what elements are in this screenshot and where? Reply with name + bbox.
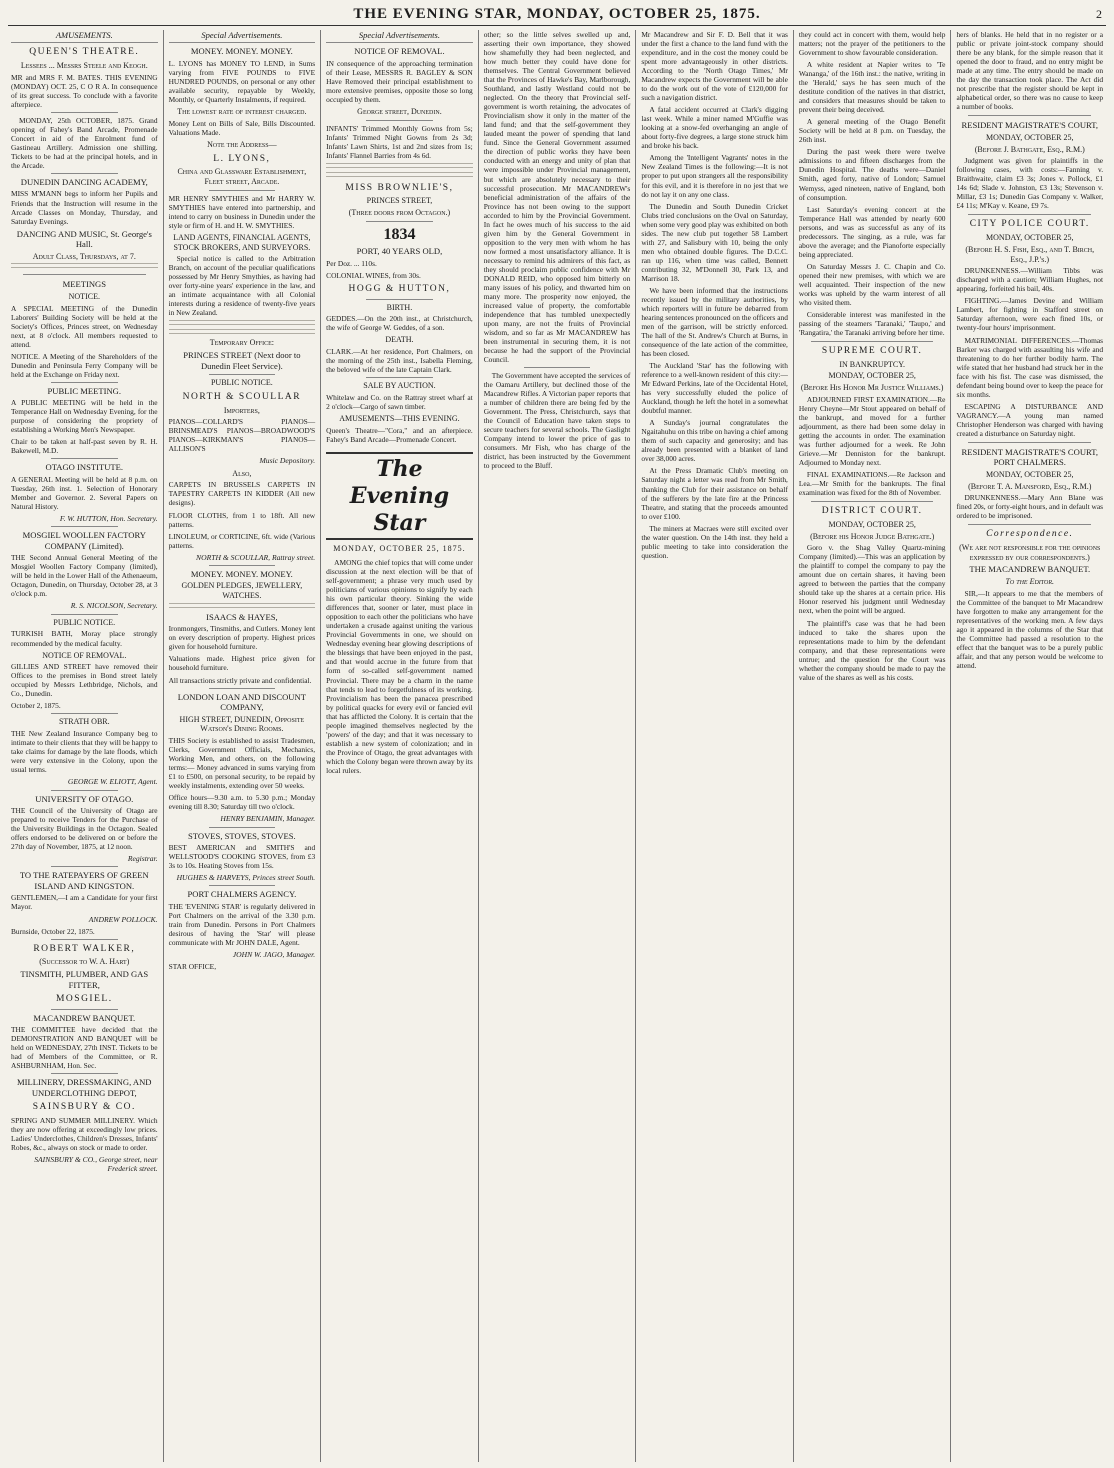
lyons-address-label: Note the Address— [207, 139, 277, 149]
amusements-title: AMUSEMENTS—THIS EVENING. [339, 414, 460, 424]
north-sub: Importers, [223, 405, 260, 415]
masthead [8, 4, 1106, 26]
correspondence-note: (We are not responsible for the opinions expressed by our correspondents.) [959, 542, 1101, 562]
column-6 [794, 30, 952, 1462]
divider [51, 614, 118, 615]
port-court-date: MONDAY, OCTOBER 25, [986, 469, 1074, 479]
city-police-text-4: ESCAPING A DISTURBANCE AND VAGRANCY.—A young man named Christopher Henderson was charged with having created a disturbance on Saturday night. [956, 401, 1104, 438]
news-item: At the Press Dramatic Club's meeting on Saturday night a letter was read from Mr Smith, thanking the Club for their assistance on behalf of the sufferers by the late fire at the Princess Theatre, and stating that the proceeds amounted to over £100. [641, 466, 788, 521]
london-sig: HENRY BENJAMIN, Manager. [220, 814, 316, 824]
divider [209, 190, 276, 191]
sainsbury-text: SPRING AND SUMMER MILLINERY. Which they are now offering at exceedingly low prices. Ladies' Underclothes, Children's Dresses, Infants' Robes, &c., always on stock or made to order. [11, 1115, 158, 1152]
ratepayers-text: GENTLEMEN,—I am a Candidate for your first Mayor. [11, 893, 158, 912]
walker-place: MOSGIEL. [55, 994, 113, 1005]
star-office: STAR OFFICE, [168, 962, 217, 972]
otago-institute-title: OTAGO INSTITUTE. [45, 462, 124, 473]
divider [51, 1009, 118, 1010]
strath-title: STRATH OBR. [58, 717, 110, 727]
notice-text: A SPECIAL MEETING of the Dunedin Laborers' Building Society will be held at the Society's Offices, Princes street, on Wednesday next, at 8 o'clock. All members requested to attend. [11, 303, 158, 349]
divider [366, 120, 433, 121]
walker-trade: TINSMITH, PLUMBER, AND GAS FITTER, [20, 969, 149, 990]
university-text: THE Council of the University of Otago are prepared to receive Tenders for the Purchase of the University Buildings in the Octagon. Sealed offers endorsed to be delivered on or before the 27th day of November, 1875, at 12 noon. [11, 806, 158, 852]
divider [51, 790, 118, 791]
port-year: 1834 [383, 225, 416, 243]
correspondence-banquet: THE MACANDREW BANQUET. [969, 564, 1091, 575]
column-heading: Special Advertisements. [169, 30, 316, 43]
supreme-court-text-2: FINAL EXAMINATIONS.—Re Jackson and Lea.—Mr Smith for the bankrupts. The final examination was fixed for the 8th of November. [798, 470, 946, 498]
stoves-title: STOVES, STOVES, STOVES. [188, 830, 296, 841]
amusements-text: Queen's Theatre—"Cora," and an afterpiece. Fahey's Band Arcade—Promenade Concert. [326, 425, 473, 444]
city-police-title: CITY POLICE COURT. [969, 219, 1090, 230]
divider [23, 274, 146, 275]
news-item: We have been informed that the instructions recently issued by the military authorities, by which reporters will in future be debarred from hearing sentences pronounced on the officers and men of the garrison, will be strictly enforced. The hall of the St. Andrew's Church at Burns, in consequence of the late action of the committee, has been closed. [641, 285, 788, 359]
mosgiel-title: MOSGIEL WOOLLEN FACTORY COMPANY (Limited). [22, 530, 146, 551]
divider [209, 374, 276, 375]
port-court-text: DRUNKENNESS.—Mary Ann Blane was fined 20s, or forty-eight hours, and in default was ordered to be imprisoned. [956, 493, 1104, 521]
faded-text [11, 263, 158, 270]
divider [51, 939, 118, 940]
lyons-money: Money Lent on Bills of Sale, Bills Discounted. Valuations Made. [168, 118, 316, 137]
public-meeting-text: A PUBLIC MEETING will be held in the Temperance Hall on Wednesday Evening, for the purpose of considering the propriety of establishing a Working Men's Newspaper. [11, 398, 158, 435]
lyons-shop: China and Glassware Establishment, Fleet street, Arcade. [177, 167, 307, 186]
faded-text [169, 329, 316, 336]
isaacs-text: Ironmongers, Tinsmiths, and Cutlers. Money lent on every description of property. Highest prices given for household furniture. [168, 624, 316, 652]
divider [51, 866, 118, 867]
leader-text: AMONG the chief topics that will come under discussion at the next election will be that of self-government; a phrase very much used by politicians of various opinions to signify by each his own particular theory. Sinking the wide differences that, sooner or later, must place in opposition to each other the politicians who have undertaken a crusade against uniting the various Provincial Governments in one, we should on Wednesday evening hear glowing descriptions of the blessings that have been enjoyed in the past, and that would accrue in the future from that form of so-called self-government named Provincial. There may be a charm in the name that tends to lead to forgetfulness of its working. Provincialism has been the panacea prescribed by political quacks for every evil or fancied evil that has afflicted the Colony. It is certain that the people imagined themselves neglected by the 'powers' of the day; and that it was necessary to establish a new system of colonization; and in the Province of Otago, the great advantages with which the Colony began were thrown away by its local rulers. [326, 558, 473, 775]
news-item: hers of blanks. He held that in no register or a public or private joint-stock company should there be any blank, for the simple reason that it opened the door to fraud, and no entry might be made at any time. The entry should be made on the day the transaction took place. The Act did not prescribe that the register should be kept in alphabetical order, so there was no cause to keep a number of books. [956, 30, 1104, 112]
column-3 [321, 30, 479, 1462]
sainsbury-sig: SAINSBURY & CO., George street, near Frederick street. [34, 1154, 158, 1174]
faded-text [326, 163, 473, 170]
university-title: UNIVERSITY OF OTAGO. [35, 793, 134, 804]
brownlie-sub: PRINCES STREET, [366, 196, 433, 206]
divider [51, 1073, 118, 1074]
supreme-court-title: SUPREME COURT. [821, 346, 923, 356]
turkish-bath-text: TURKISH BATH, Moray place strongly recommended by the medical faculty. [11, 629, 158, 648]
divider [366, 221, 433, 222]
ratepayers-date: Burnside, October 22, 1875. [11, 926, 95, 936]
resident-court-date: MONDAY, OCTOBER 25, [986, 132, 1074, 142]
mosgiel-sig: R. S. NICOLSON, Secretary. [70, 601, 158, 611]
stoves-text: BEST AMERICAN and SMITH'S and WELLSTOOD'S COOKING STOVES, from £3 3s to 10s. Heating Stoves from 15s. [168, 842, 316, 871]
masthead-title: THE EVENING STAR, MONDAY, OCTOBER 25, 1875. [353, 6, 761, 22]
otago-institute-sig: F. W. HUTTON, Hon. Secretary. [59, 514, 158, 524]
strath-sig: GEORGE W. ELIOTT, Agent. [67, 777, 158, 787]
public-meeting-chair: Chair to be taken at half-past seven by R. H. Bakewell, M.D. [11, 437, 158, 456]
city-police-text-2: FIGHTING.—James Devine and William Lambert, for fighting in Stafford street on Saturday afternoon, were each fined 10s, or twenty-four hours' imprisonment. [956, 296, 1104, 333]
gold-lines: GOLDEN PLEDGES, JEWELLERY, WATCHES. [181, 581, 303, 601]
isaacs-valuations: Valuations made. Highest price given for household furniture. [168, 654, 316, 673]
isaacs-title: ISAACS & HAYES, [206, 611, 278, 622]
city-police-text: DRUNKENNESS.—William Tibbs was discharged with a caution; William Hughes, not appearing, forfeited his bail, 40s. [956, 266, 1104, 294]
supreme-court-text: ADJOURNED FIRST EXAMINATION.—Re Henry Cheyne—Mr Stout appeared on behalf of the bankrupt, and moved for a further adjournment, as there had been some delay in getting the accounts in order. The examination was further adjourned for a week. Re John Grieve.—Mr Denniston for the bankrupt. Adjourned to Monday next. [798, 394, 946, 468]
sainsbury-title: SAINSBURY & CO. [32, 1102, 136, 1113]
faded-text [169, 320, 316, 327]
lyons-rate: The lowest rate of interest charged. [177, 107, 307, 116]
london-address: HIGH STREET, DUNEDIN, Opposite Watson's Dining Rooms. [179, 714, 305, 734]
walker-sub: (Successor to W. A. Hart) [39, 957, 130, 967]
north-pianos: PIANOS—COLLARD'S PIANOS—BRINSMEAD'S PIANOS—BROADWOOD'S PIANOS—KIRKMAN'S PIANOS—ALLISON'S [168, 417, 316, 454]
sale-title: SALE BY AUCTION. [363, 381, 436, 391]
divider [51, 458, 118, 459]
london-text: THIS Society is established to assist Tradesmen, Clerks, Government Officials, Mechanics, Working Men, and others, on the following terms:— Money advanced in sums varying from £1 to £500, on personal security, to be repaid by weekly instalments, extending over 50 weeks. [168, 736, 316, 791]
death-title: DEATH. [385, 335, 414, 345]
news-item: A white resident at Napier writes to 'Te Wananga,' of the 16th inst.: the native, writing in the 'Herald,' says he has seen much of the destitute condition of the natives in that district, and considers that measures should be taken to prevent their being deceived. [798, 60, 946, 115]
money-title: MONEY. MONEY. MONEY. [190, 46, 293, 57]
port-text: PORT, 40 YEARS OLD, [356, 246, 443, 257]
resident-court-title: RESIDENT MAGISTRATE'S COURT, [961, 120, 1099, 131]
ratepayers-title: TO THE RATEPAYERS OF GREEN ISLAND AND KINGSTON. [19, 870, 149, 891]
gillies-text: GILLIES AND STREET have removed their Offices to the premises in Bond street lately occupied by Messrs Lethbridge, Nichols, and Co., Dunedin. [11, 662, 158, 699]
district-court-text: Goro v. the Shag Valley Quartz-mining Company (limited).—This was an application by the plaintiff to compel the company to pay the amount due on certain shares, it having been agreed to between the parties that the company should take up the shares at a certain price. His Honor reserved his judgment until Wednesday next, when the point will be argued. [798, 543, 946, 616]
column-heading: Special Advertisements. [326, 30, 473, 43]
news-item: A general meeting of the Otago Benefit Society will be held at 8 p.m. on Tuesday, the 26th inst. [798, 117, 946, 145]
divider [51, 526, 118, 527]
divider [366, 377, 433, 378]
supreme-court-date: MONDAY, OCTOBER 25, [828, 371, 916, 381]
walker-title: ROBERT WALKER, [33, 943, 136, 954]
newspaper-columns [6, 30, 1108, 1462]
ratepayers-sig: ANDREW POLLOCK. [88, 914, 158, 924]
money-title-2: MONEY. MONEY. MONEY. [190, 568, 293, 579]
dancing-adult: Adult Class, Thursdays, at 7. [32, 251, 136, 261]
also: Also, [232, 468, 252, 478]
column-5 [636, 30, 794, 1462]
meetings-title: MEETINGS [62, 279, 107, 290]
theatre-lessee: Lessees ... Messrs Steele and Keogh. [20, 60, 148, 70]
news-item: Mr Macandrew and Sir F. D. Bell that it was under the first a chance to the land fund with the expenditure, and in the cost the money could be spent more advantageously in other districts. According to the 'North Otago Times,' Mr Macandrew expects the Government will be able to do the work out of the vote of £120,000 for such a navigation district. [641, 30, 788, 103]
chalmers-title: PORT CHALMERS AGENCY. [187, 889, 297, 900]
correspondence-to: To the Editor. [1005, 576, 1055, 586]
infants-text: INFANTS' Trimmed Monthly Gowns from 5s; Infants' Trimmed Night Gowns from 2s 3d; Infants' Lawn Shirts, 1st and 2nd sizes from 1s; Infants' Flannel Barries from 4s 6d. [326, 123, 473, 160]
public-notice-title: PUBLIC NOTICE. [53, 617, 116, 627]
hogg-hutton: HOGG & HUTTON, [348, 284, 451, 295]
editorial-dateline: MONDAY, OCTOBER 25, 1875. [333, 544, 466, 554]
north-sig: NORTH & SCOULLAR, Rattray street. [196, 552, 316, 562]
divider [209, 688, 276, 689]
sale-text: Whitelaw and Co. on the Rattray street wharf at 2 o'clock—Cargo of sawn timber. [326, 393, 473, 412]
divider [811, 341, 934, 342]
death-text: CLARK.—At her residence, Port Chalmers, on the morning of the 25th inst., Isabella Fleming, the beloved wife of the late Captain Clark. [326, 347, 473, 375]
dancing-music: DANCING AND MUSIC, St. George's Hall. [16, 228, 152, 250]
university-sig: Registrar. [127, 854, 158, 864]
district-court-date: MONDAY, OCTOBER 25, [828, 519, 916, 529]
brownlie-place: (Three doors from Octagon.) [348, 208, 451, 218]
news-item: The Dunedin and South Dunedin Cricket Clubs tried conclusions on the Oval on Saturday, when some very good play was exhibited on both sides. The new club put together 58 Lambert with 27, and Salisbury with 10, being the only men who obtained double figures. The D.C.C. ran up 116, when time was called, Bennett contributing 32, M'Donnell 30, Park 13, and Marrison 18. [641, 201, 788, 283]
port-court-judge: (Before T. A. Mansford, Esq., R.M.) [968, 481, 1092, 491]
column-2 [164, 30, 322, 1462]
smythies-trade: LAND AGENTS, FINANCIAL AGENTS, STOCK BROKERS, AND SURVEYORS. [173, 232, 311, 252]
port-price: Per Doz. ... 110s. [326, 258, 377, 268]
port-court-title: RESIDENT MAGISTRATE'S COURT, PORT CHALMERS. [961, 446, 1099, 468]
birth-text: GEDDES.—On the 20th inst., at Christchurch, the wife of George W. Geddes, of a son. [326, 314, 473, 333]
birth-title: BIRTH. [386, 302, 413, 312]
district-court-judge: (Before his Honor Judge Bathgate.) [810, 531, 935, 541]
resident-court-text: Judgment was given for plaintiffs in the following cases, with costs:—Fanning v. Braithwaite, claim £3 3s; Jones v. Pollock, £1 14s 6d; Slade v. Johnston, £3 13s; Stevenson v. Millar, £3 1s; Dunedin Gas Company v. Walker, £4 11s; M'Kay v. Keane, £9 7s. [956, 156, 1104, 211]
macandrew-text: THE COMMITTEE have decided that the DEMONSTRATION AND BANQUET will be held on WEDNESDAY, 27th INST. Tickets to be had of Members of the Committee, or R. ASHBURNHAM, Hon. Sec. [11, 1025, 158, 1071]
divider [209, 565, 276, 566]
monday-text: MONDAY, 25th OCTOBER, 1875. Grand opening of Fahey's Band Arcade, Promenade Concert in aid of the Enrolment fund of Gastineau Artillery. Admission one shilling. Tickets to be had at the principal hotels, and in the Arcade. [11, 115, 158, 170]
news-item: they could act in concert with them, would help matters; not the prayer of the petitioners to the Government to show favourable consideration. [798, 30, 946, 58]
news-item: Last Saturday's evening concert at the Temperance Hall was attended by nearly 600 persons, and was as successful as any of its predecessors. The singing, as a rule, was far above the average; and the Pianoforte especially being appreciated. [798, 204, 946, 259]
theatre-text: MR and MRS F. M. BATES. THIS EVENING (MONDAY) OCT. 25, C O R A. In consequence of its great success. To conclude with a favorite afterpiece. [11, 72, 158, 109]
dancing-text: MISS M'MANN begs to inform her Pupils and Friends that the Instruction will resume in the Arcade Classes on Monday, Thursday, and Saturday Evenings. [11, 189, 158, 226]
removal-title: NOTICE OF REMOVAL. [354, 46, 445, 57]
removal-place: George street, Dunedin. [357, 107, 442, 116]
london-hours: Office hours—9.30 a.m. to 5.30 p.m.; Monday evening till 8.30; Saturday till two o'clock. [168, 793, 316, 812]
divider [51, 173, 118, 174]
floor-cloths: FLOOR CLOTHS, from 1 to 18ft. All new patterns. [168, 510, 316, 529]
isaacs-transactions: All transactions strictly private and confidential. [168, 675, 312, 685]
news-item: The Auckland 'Star' has the following with reference to a well-known resident of this city:—Mr Edward Perkins, late of the Occidental Hotel, has very successfully eluded the police of Auckland, though he left the hotel in a somewhat doubtful manner. [641, 361, 788, 416]
divider [968, 524, 1091, 525]
supreme-court-sub: IN BANKRUPTCY. [839, 359, 905, 369]
smythies-detail: Special notice is called to the Arbitration Branch, on account of the peculiar qualifications possessed by Mr Henry Smythies, as having had over forty-nine years' experience in the law, and an intimate acquaintance with all Colonial interests during a residence of twenty-five years in New Zealand. [168, 254, 316, 318]
divider [366, 299, 433, 300]
news-item: Considerable interest was manifested in the passing of the steamers 'Taranaki,' 'Taupo,' and 'Rangatira,' the Taranaki arriving before her time. [798, 309, 946, 337]
lyons-text: L. LYONS has MONEY TO LEND, in Sums varying from FIVE POUNDS to FIVE HUNDRED POUNDS, on personal or any other available security, repayable by Weekly, Monthly, or Quarterly Instalments, if required. [168, 58, 316, 104]
news-item: On Saturday Messrs J. C. Chapin and Co. opened their new premises, with which we are well acquainted. Their inspection of the new works was upheld by the warm interest of all who visited them. [798, 261, 946, 307]
colonial-wines: COLONIAL WINES, from 30s. [326, 270, 421, 280]
north-music: Music Depository. [259, 456, 316, 466]
stoves-sig: HUGHES & HARVEYS, Princes street South. [176, 873, 316, 883]
divider [968, 442, 1091, 443]
linoleum: LINOLEUM, or CORTICINE, 6ft. wide (Various patterns. [168, 531, 316, 550]
princes-street: PRINCES STREET (Next door to Dunedin Fleet Service). [183, 350, 301, 371]
gillies-date: October 2, 1875. [11, 701, 61, 711]
divider [968, 115, 1091, 116]
removal-title: NOTICE OF REMOVAL. [42, 650, 127, 660]
page-number: 2 [1096, 7, 1102, 21]
news-item: A fatal accident occurred at Clark's digging last week. While a miner named M'Guffie was looking at a snow-fed overhanging an angle of about forty-five degrees, a large stone struck him and broke his back. [641, 105, 788, 151]
chalmers-sig: JOHN W. JAGO, Manager. [232, 949, 316, 959]
divider [524, 367, 591, 368]
column-heading: AMUSEMENTS. [11, 30, 158, 43]
faded-text [169, 603, 316, 610]
notice-title: NOTICE. [68, 291, 100, 301]
lyons-name: L. LYONS, [213, 153, 271, 164]
divider [51, 713, 118, 714]
divider [51, 382, 118, 383]
mosgiel-text: THE Second Annual General Meeting of the Mosgiel Woollen Factory Company (limited), will be held in the Lower Hall of the Athenaeum, Octagon, Dunedin, on Thursday, October 28, at 3 o'clock p.m. [11, 553, 158, 599]
divider [811, 501, 934, 502]
district-court-title: DISTRICT COURT. [821, 506, 923, 517]
correspondence-title: Correspondence. [986, 529, 1074, 540]
temporary-office: Temporary Office: [209, 338, 274, 348]
faded-text [326, 172, 473, 179]
leader-continuation-2: The Government have accepted the services of the Oamaru Artillery, but declined those of the Macandrew Rifles. A Victorian paper reports that a number of children there are being fed by the Government. The Press, Christchurch, says that the Council of Education have taken steps to secure teachers for several schools. The Gaslight Company intend to lower the price of gas to consumers. Mr Fish, who has charge of the district, has been instructed by the Government to proceed to the Bluff. [483, 371, 631, 471]
divider [51, 112, 118, 113]
news-item: During the past week there were twelve admissions to and fifteen discharges from the Dunedin Hospital. The deaths were—Daniel Smith, aged forty, native of London; Samuel Wemyss, aged nineteen, native of England, both of consumption. [798, 147, 946, 202]
smythies-text: MR HENRY SMYTHIES and Mr HARRY W. SMYTHIES have entered into partnership, and intend to carry on business in Dunedin under the style or firm of H. and H. W. SMYTHIES. [168, 193, 316, 230]
city-police-judge: (Before H. S. Fish, Esq., and T. Birch, Esq., J.P.'s.) [965, 244, 1095, 264]
news-item: A Sunday's journal congratulates the Ngaitahuhu on this tribe on having a chief among them of such capacity and generosity; and has already been presented with a blanket of land over 38,000 acres. [641, 418, 788, 464]
resident-court-judge: (Before J. Bathgate, Esq., R.M.) [974, 144, 1085, 154]
leader-continuation: other; so the little selves swelled up and, asserting their own importance, they showed how shamefully they had been neglected, and how much better they could have done for themselves. The Central Government believed that the Provinces of Hawke's Bay, Marlborough, Southland, and lastly Westland could not be neglected. On the theory that Provincial self-government is worth retaining, the advocates of Provincialism show it only in the matter of the land fund; and that the self-government they lauded meant the power of spending that land fund. Since the General Government assumed the direction of public works they have been conducted with an energy and unity of plan that were impossible under Provincial management, but which are absolutely necessary to their successful prosecution. Mr MACANDREW's beneficial administration of the affairs of the Province has not been owing to the support accorded to him by the Provincial Government. In fact he owes much of his success to the aid given him by the General Government in opposition to the very men with whom he has now formed a most unsatisfactory alliance. It is necessary to remind his admirers of this fact, as they should proclaim public confidence with Mr DONALD REID, who opposed him bitterly on many issues of his policy, and thwarted him on many more. The prosperity now enjoyed, the increased value of property, the comfortable independence that has tumbled unexpectedly upon many, are not the fruits of Provincial wisdom, and so far as Mr MACANDREW has been instrumental in securing them, it is not because he had the support of the Provincial Council. [483, 30, 631, 365]
otago-institute-text: A GENERAL Meeting will be held at 8 p.m. on Tuesday, 26th inst. 1. Selection of Honorary Member and Governor. 2. Several Papers on Natural History. [11, 474, 158, 512]
strath-text: THE New Zealand Insurance Company beg to intimate to their clients that they will be happy to take claims for damage by the late floods, which were very extensive in the Colony, upon the usual terms. [11, 729, 158, 775]
removal-text: IN consequence of the approaching termination of their Lease, MESSRS R. BAGLEY & SON Have Removed their principal establishment to more extensive premises, opposite those so long occupied by them. [326, 58, 473, 104]
city-police-date: MONDAY, OCTOBER 25, [986, 233, 1074, 243]
theatre-title: QUEEN'S THEATRE. [29, 47, 140, 58]
millinery-title: MILLINERY, DRESSMAKING, AND UNDERCLOTHING DEPOT, [17, 1077, 152, 1098]
correspondence-text: SIR,—It appears to me that the members of the Committee of the banquet to Mr Macandrew have forgotten to make any arrangement for the representatives of the working men. A few days ago it appeared in the columns of the Star that the Committee had passed a resolution to the effect that the banquet was to be a purely public affair, and that any person would be welcome to attend. [956, 588, 1104, 670]
public-notice-title: PUBLIC NOTICE. [210, 378, 273, 388]
news-item: Among the 'Intelligent Vagrants' notes in the New Zealand Times is the following:—It is not proper to put upon strangers all the responsibility for this evil, and it is therefore in no jest that we do not lay it on any one class. [641, 153, 788, 199]
carpets: CARPETS IN BRUSSELS CARPETS IN TAPESTRY CARPETS IN KIDDER (All new designs). [168, 480, 316, 508]
district-court-text-2: The plaintiff's case was that he had been induced to take the shares upon the representations made to him by the defendant company, and that these representations were untrue; and the question for the Court was whether the company should be made to pay the value of the shares as well as his costs. [798, 618, 946, 682]
supreme-court-judge: (Before His Honor Mr Justice Williams.) [800, 383, 944, 393]
city-police-text-3: MATRIMONIAL DIFFERENCES.—Thomas Barker was charged with assaulting his wife and threatening to do her further bodily harm. The wife stated that her husband had struck her in the face with his fist. The case was dismissed, the defendant being bound over to keep the peace for six months. [956, 335, 1104, 399]
divider [209, 885, 276, 886]
north-title: NORTH & SCOULLAR [182, 391, 302, 402]
dancing-title: DUNEDIN DANCING ACADEMY, [20, 177, 148, 187]
notice2-text: NOTICE. A Meeting of the Shareholders of the Dunedin and Peninsula Ferry Company will be held at the Exchange on Friday next. [11, 351, 158, 379]
divider [209, 827, 276, 828]
newspaper-nameplate: The Evening Star [326, 452, 473, 540]
divider [968, 214, 1091, 215]
column-1 [6, 30, 164, 1462]
london-title: LONDON LOAN AND DISCOUNT COMPANY, [177, 691, 306, 713]
chalmers-text: THE 'EVENING STAR' is regularly delivered in Port Chalmers on the arrival of the 3.30 p.m. train from Dunedin. Persons in Port Chalmers desirous of having the 'Star' will please communicate with Mr JOHN DALE, Agent. [168, 901, 316, 947]
macandrew-title: MACANDREW BANQUET. [33, 1012, 136, 1023]
column-4 [479, 30, 637, 1462]
column-7 [951, 30, 1108, 1462]
public-meeting-title: PUBLIC MEETING. [47, 385, 122, 396]
brownlie-title: MISS BROWNLIE'S, [345, 182, 454, 193]
news-item: The miners at Macraes were still excited over the water question. On the 14th inst. they held a public meeting to take into consideration the question. [641, 523, 788, 560]
